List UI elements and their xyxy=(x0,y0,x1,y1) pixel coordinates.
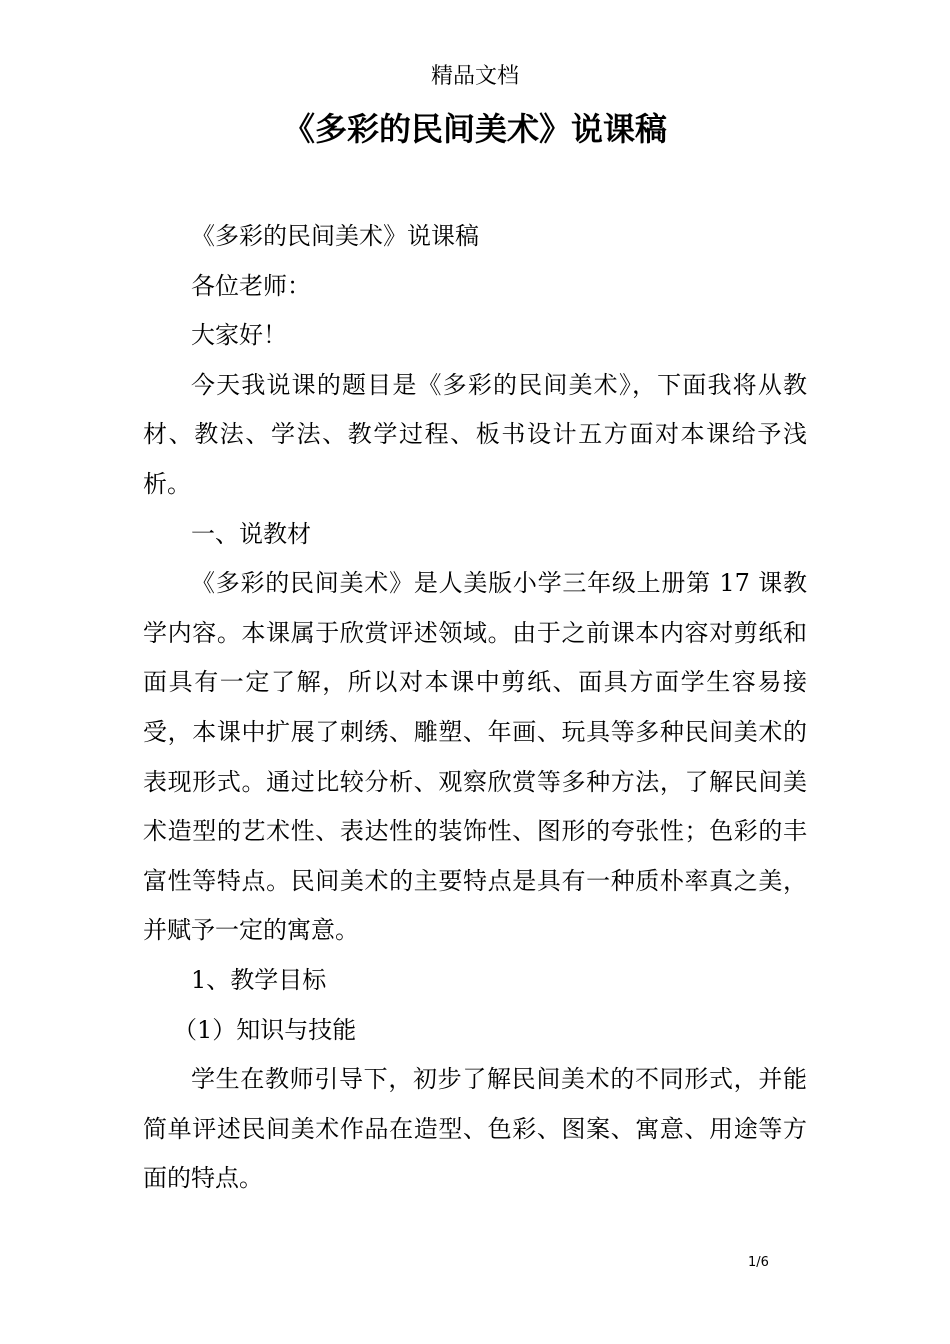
paragraph-subtitle: 《多彩的民间美术》说课稿 xyxy=(191,222,479,250)
paragraph-salutation: 各位老师： xyxy=(191,271,311,300)
paragraph-textbook: 《多彩的民间美术》是人美版小学三年级上册第 17 课教学内容。本课属于欣赏评述领域。由于之前课本内容对剪纸和面具有一定了解，所以对本课中剪纸、面具方面学生容易接受，本课中扩展了刺绣、雕塑、年画、玩具等多种民间美术的表现形式。通过比较分析、观察欣赏等多种方法，了解民间美术造型的艺术性、表达性的装饰性、图形的夸张性；色彩的丰富性等特点。民间美术的主要特点是具有一种质朴率真之美，并赋予一定的寓意。 xyxy=(143,569,807,945)
document-title: 《多彩的民间美术》说课稿 xyxy=(282,110,667,148)
paragraph-knowledge-skills: 学生在教师引导下，初步了解民间美术的不同形式，并能简单评述民间美术作品在造型、色彩、图案、寓意、用途等方面的特点。 xyxy=(143,1065,807,1193)
page-header: 精品文档 xyxy=(430,64,519,89)
paragraph-intro: 今天我说课的题目是《多彩的民间美术》，下面我将从教材、教法、学法、教学过程、板书设计五方面对本课给予浅析。 xyxy=(143,370,807,498)
section-heading-objectives: 1、教学目标 xyxy=(191,965,327,994)
subheading-knowledge-skills: （1）知识与技能 xyxy=(173,1015,357,1044)
document-body xyxy=(143,212,807,1204)
paragraph-greeting: 大家好！ xyxy=(191,321,287,350)
section-heading-textbook: 一、说教材 xyxy=(191,519,311,548)
page-number: 1/6 xyxy=(748,1255,769,1270)
